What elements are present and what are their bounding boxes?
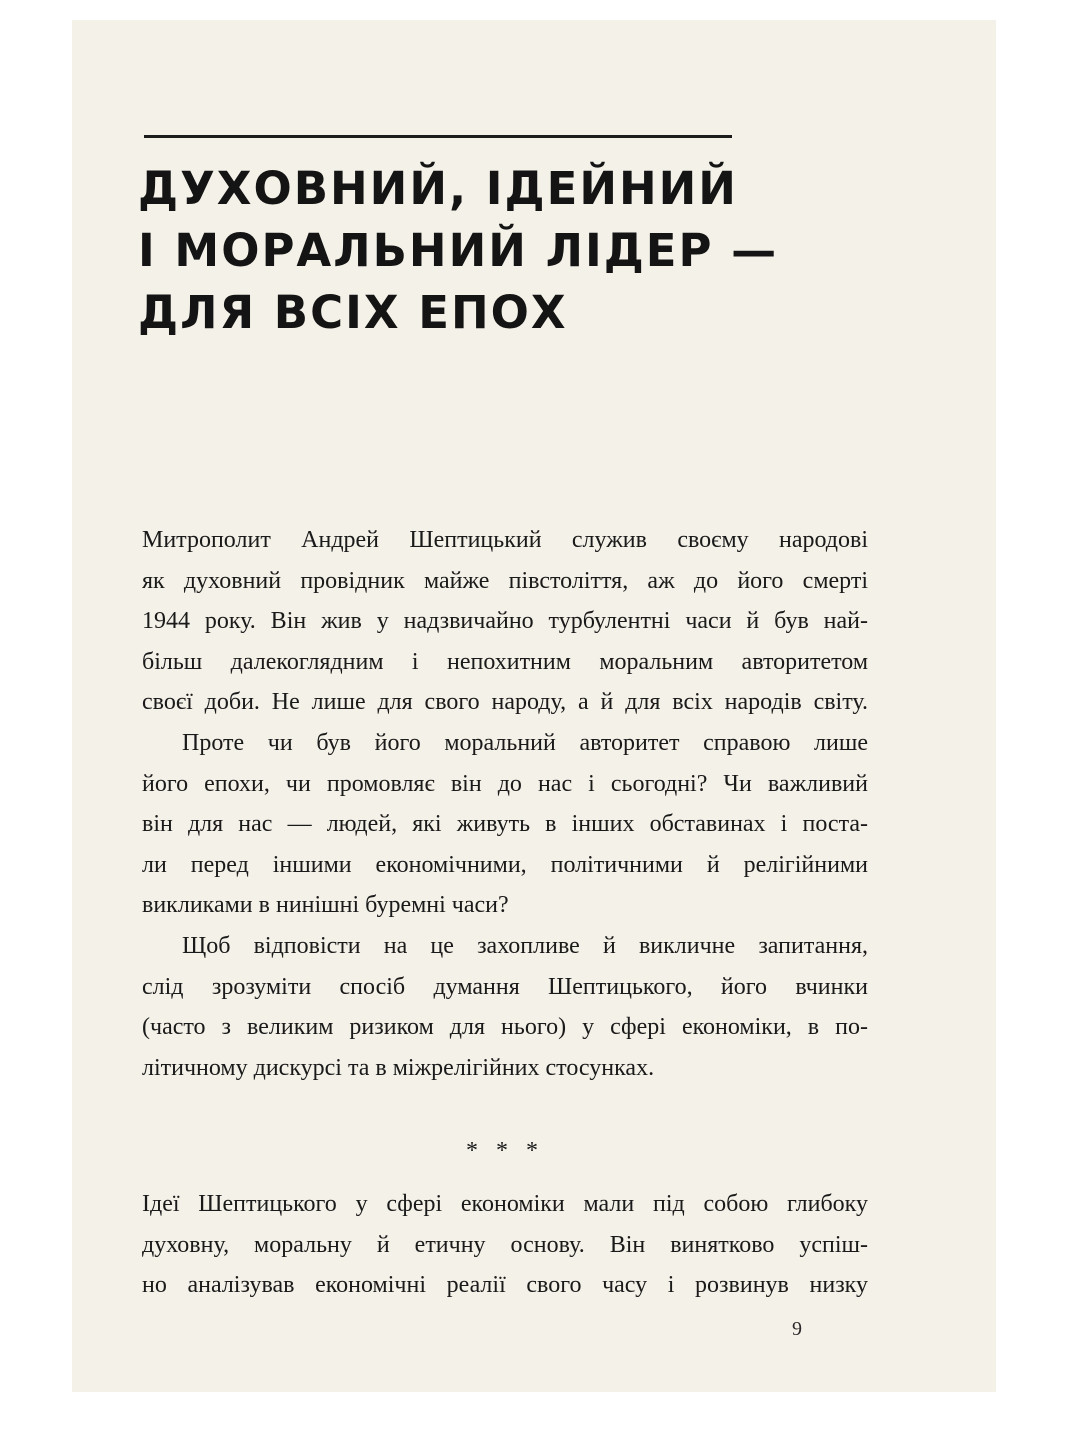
text-line: літичному дискурсі та в міжрелігійних стосунках. xyxy=(142,1054,655,1081)
text-line: духовну, моральну й етичну основу. Він винятково успіш- xyxy=(142,1231,868,1258)
text-line: (часто з великим ризиком для нього) у сфері економіки, в по- xyxy=(142,1014,868,1040)
paragraph-4 xyxy=(142,1184,868,1306)
text-line: Проте чи був його моральний авторитет справою лише xyxy=(182,730,868,756)
text-line: його епохи, чи промовляє він до нас і сьогодні? Чи важливий xyxy=(142,770,868,797)
chapter-title xyxy=(138,158,858,344)
text-line: но аналізував економічні реалії свого часу і розвинув низку xyxy=(142,1272,868,1298)
page-number: 9 xyxy=(792,1318,802,1340)
paragraph-1 xyxy=(142,520,868,723)
section-separator: * * * xyxy=(466,1138,544,1164)
heading-rule xyxy=(144,135,732,138)
chapter-title-line: І МОРАЛЬНИЙ ЛІДЕР — xyxy=(138,224,779,277)
text-line: ли перед іншими економічними, політичними й релігійними xyxy=(142,851,868,878)
text-line: він для нас — людей, які живуть в інших обставинах і поста- xyxy=(142,811,868,837)
text-line: Митрополит Андрей Шептицький служив своєму народові xyxy=(142,527,868,553)
text-line: як духовний провідник майже півстоліття, аж до його смерті xyxy=(142,567,868,594)
paragraph-3 xyxy=(142,926,868,1088)
text-line: Ідеї Шептицького у сфері економіки мали під собою глибоку xyxy=(142,1191,868,1217)
text-line: слід зрозуміти спосіб думання Шептицького, його вчинки xyxy=(142,973,868,1000)
text-line: Щоб відповісти на це захопливе й викличне запитання, xyxy=(182,933,868,959)
text-line: своєї доби. Не лише для свого народу, а й для всіх народів світу. xyxy=(142,689,868,715)
text-line: 1944 року. Він жив у надзвичайно турбулентні часи й був най- xyxy=(142,608,868,634)
text-line: викликами в нинішні буремні часи? xyxy=(142,892,509,918)
chapter-title-line: ДЛЯ ВСІХ ЕПОХ xyxy=(138,286,568,339)
text-line: більш далекоглядним і непохитним моральним авторитетом xyxy=(142,648,868,675)
book-page xyxy=(72,20,996,1392)
chapter-title-line: ДУХОВНИЙ, ІДЕЙНИЙ xyxy=(138,162,738,215)
paragraph-2 xyxy=(142,723,868,926)
